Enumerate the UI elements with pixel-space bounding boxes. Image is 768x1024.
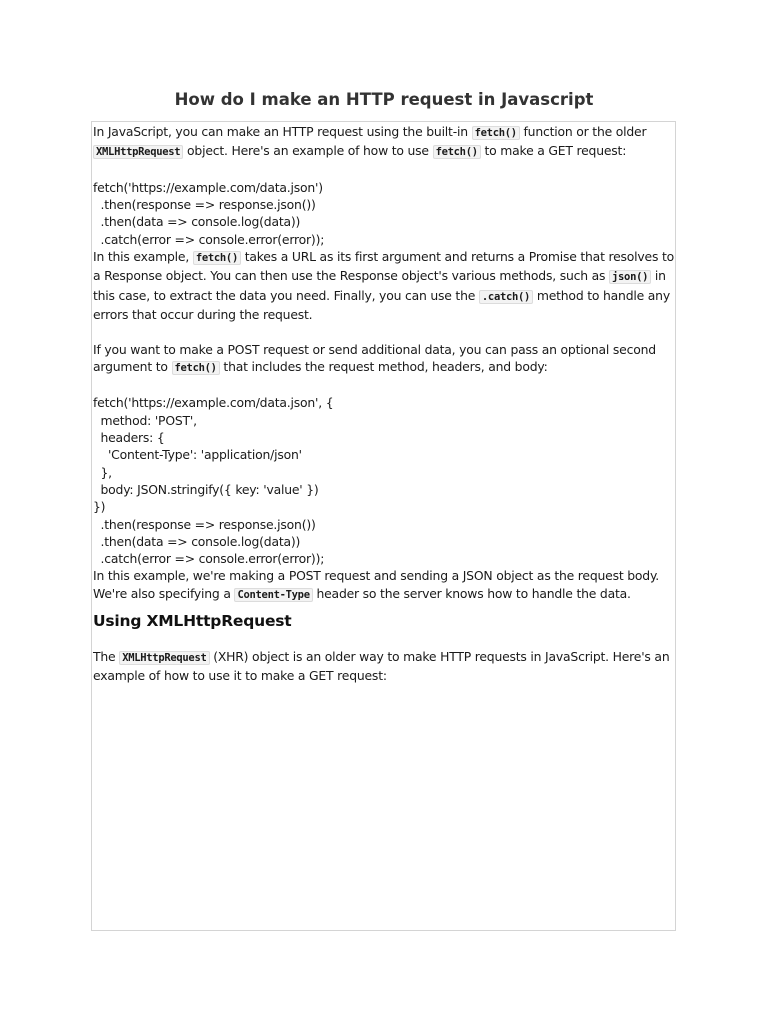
intro-text-3: object. Here's an example of how to use xyxy=(183,143,433,159)
code-line: .then(data => console.log(data)) xyxy=(93,214,301,230)
answer-box xyxy=(91,121,676,931)
xhr-intro-text-1: The xyxy=(93,649,120,665)
code-line: .then(data => console.log(data)) xyxy=(93,533,301,549)
code-line: .catch(error => console.error(error)); xyxy=(93,231,325,247)
code-line: 'Content-Type': 'application/json' xyxy=(93,447,302,463)
code-line: headers: { xyxy=(93,430,165,446)
inline-code-fetch: fetch() xyxy=(172,361,220,375)
xhr-intro-text-2: (XHR) object is an older way to make HTTP requests in JavaScript. Here's an example of how to use it to make a GET request: xyxy=(93,649,670,684)
inline-code-fetch: fetch() xyxy=(472,126,520,140)
code-line: method: 'POST', xyxy=(93,412,197,428)
inline-code-content-type: Content-Type xyxy=(234,588,312,602)
code-line: fetch('https://example.com/data.json') xyxy=(93,179,323,195)
explanation-paragraph xyxy=(93,248,675,323)
explain-text-2: takes a URL as its first argument and returns a Promise that resolves to a Response object. You can then use the Response object's various methods, such as xyxy=(93,249,674,284)
page-title: How do I make an HTTP request in Javascript xyxy=(174,90,594,109)
inline-code-fetch: fetch() xyxy=(433,145,481,159)
code-line: .then(response => response.json()) xyxy=(93,516,316,532)
intro-text-2: function or the older xyxy=(519,124,647,139)
post-explanation-paragraph xyxy=(93,567,675,604)
code-line: }, xyxy=(93,464,112,480)
post-intro-text-2: that includes the request method, headers, and body: xyxy=(219,358,548,374)
explain-text-3: in this case, to extract the data you need. Finally, you can use the xyxy=(93,268,666,303)
intro-text-1: In JavaScript, you can make an HTTP request using the built-in xyxy=(93,124,472,139)
inline-code-fetch: fetch() xyxy=(193,251,241,265)
section-heading: Using XMLHttpRequest xyxy=(93,612,292,631)
inline-code-xmlhttprequest: XMLHttpRequest xyxy=(93,145,183,159)
code-line: body: JSON.stringify({ key: 'value' }) xyxy=(93,481,319,497)
code-line: .then(response => response.json()) xyxy=(93,197,316,213)
intro-paragraph xyxy=(93,123,675,162)
xhr-intro-paragraph xyxy=(93,648,675,685)
code-line: fetch('https://example.com/data.json', { xyxy=(93,395,334,411)
answer-content xyxy=(92,122,675,685)
post-explain-text-2: header so the server knows how to handle the data. xyxy=(312,585,631,601)
intro-text-4: to make a GET request: xyxy=(480,143,627,159)
code-line: }) xyxy=(93,499,106,515)
code-line: .catch(error => console.error(error)); xyxy=(93,551,325,567)
explain-text-1: In this example, xyxy=(93,249,193,265)
inline-code-json: json() xyxy=(609,270,651,284)
post-explain-text-1: In this example, we're making a POST request and sending a JSON object as the request body. We're also specifying a xyxy=(93,568,660,601)
post-intro-paragraph xyxy=(93,341,675,378)
post-intro-text-1: If you want to make a POST request or send additional data, you can pass an optional second argument to xyxy=(93,341,656,374)
inline-code-catch: .catch() xyxy=(479,290,533,304)
inline-code-xmlhttprequest: XMLHttpRequest xyxy=(119,651,209,665)
explain-text-4: method to handle any errors that occur during the request. xyxy=(93,287,670,322)
